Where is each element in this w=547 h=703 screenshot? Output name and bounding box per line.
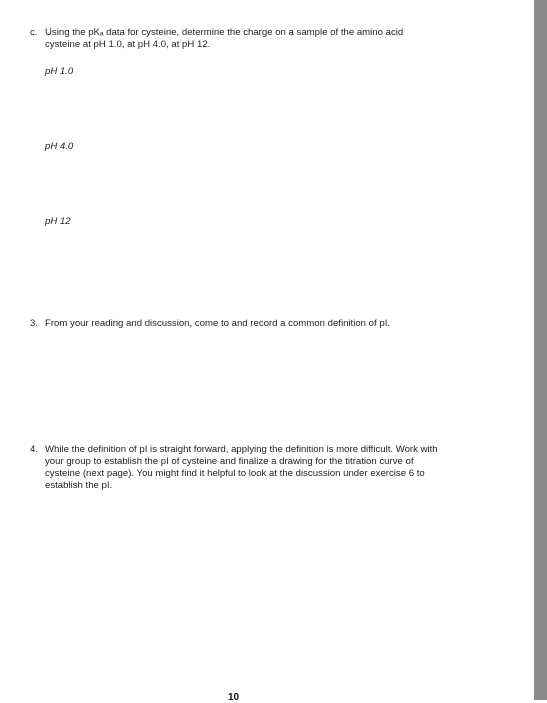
page-number: 10 (228, 692, 240, 703)
question-3-label: 3. (30, 318, 39, 329)
question-4-label: 4. (30, 444, 39, 455)
question-c-line-1: Using the pKₐ data for cysteine, determine the charge on a sample of the amino acid (45, 27, 404, 38)
question-4 (30, 444, 520, 492)
question-3-text: From your reading and discussion, come to and record a common definition of pI. (45, 318, 391, 329)
question-4-line-1: While the definition of pI is straight forward, applying the definition is more difficult. Work with (45, 444, 438, 455)
question-4-line-3: cysteine (next page). You might find it helpful to look at the discussion under exercise 6 to (45, 468, 425, 479)
question-4-line-4: establish the pI. (45, 480, 113, 491)
question-c-line-2: cysteine at pH 1.0, at pH 4.0, at pH 12. (45, 39, 211, 50)
ph-label-1: pH 1.0 (45, 66, 74, 77)
ph-label-3: pH 12 (45, 216, 71, 227)
question-3 (30, 318, 510, 330)
page-edge-shadow (534, 0, 547, 700)
question-c-label: c. (30, 27, 38, 38)
question-c (30, 27, 510, 51)
question-4-line-2: your group to establish the pI of cysteine and finalize a drawing for the titration curve of (45, 456, 414, 467)
ph-label-2: pH 4.0 (45, 141, 74, 152)
